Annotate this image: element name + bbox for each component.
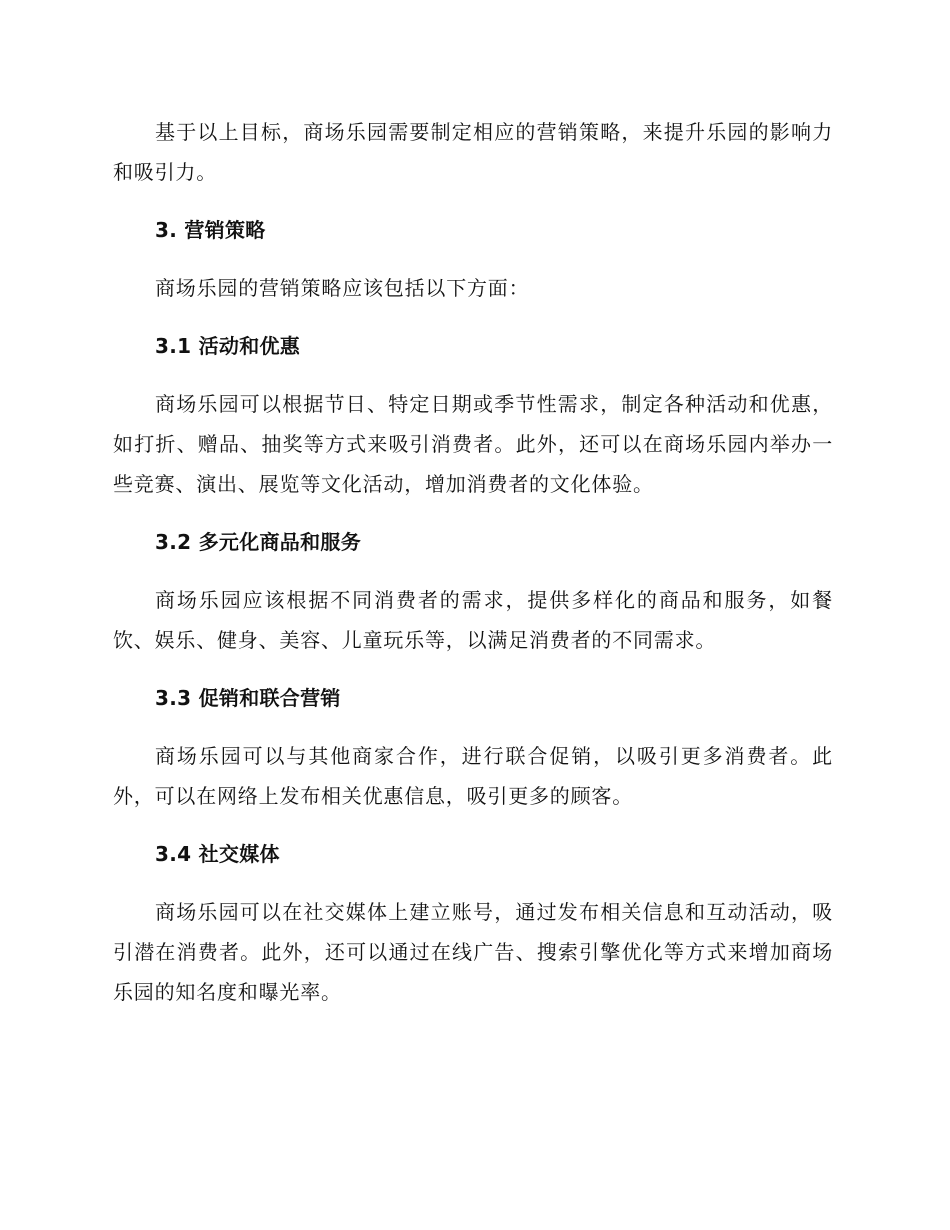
- joint-marketing-paragraph: 商场乐园可以与其他商家合作，进行联合促销，以吸引更多消费者。此外，可以在网络上发布相关优惠信息，吸引更多的顾客。: [113, 744, 833, 808]
- diversified-goods-paragraph: 商场乐园应该根据不同消费者的需求，提供多样化的商品和服务，如餐饮、娱乐、健身、美容、儿童玩乐等，以满足消费者的不同需求。: [113, 588, 833, 652]
- subsection-heading-diversified-goods: 3.2 多元化商品和服务: [155, 530, 361, 554]
- subsection-heading-joint-marketing: 3.3 促销和联合营销: [155, 686, 341, 710]
- document-body: [113, 112, 833, 1012]
- social-media-paragraph: 商场乐园可以在社交媒体上建立账号，通过发布相关信息和互动活动，吸引潜在消费者。此外，还可以通过在线广告、搜索引擎优化等方式来增加商场乐园的知名度和曝光率。: [113, 900, 833, 1004]
- subsection-heading-activities: 3.1 活动和优惠: [155, 334, 301, 358]
- section-heading-marketing-strategy: 3. 营销策略: [155, 218, 266, 242]
- strategy-intro-paragraph: 商场乐园的营销策略应该包括以下方面：: [155, 276, 530, 300]
- intro-paragraph: 基于以上目标，商场乐园需要制定相应的营销策略，来提升乐园的影响力和吸引力。: [113, 120, 833, 184]
- activities-paragraph: 商场乐园可以根据节日、特定日期或季节性需求，制定各种活动和优惠，如打折、赠品、抽奖等方式来吸引消费者。此外，还可以在商场乐园内举办一些竞赛、演出、展览等文化活动，增加消费者的文化体验。: [113, 392, 833, 496]
- subsection-heading-social-media: 3.4 社交媒体: [155, 842, 280, 866]
